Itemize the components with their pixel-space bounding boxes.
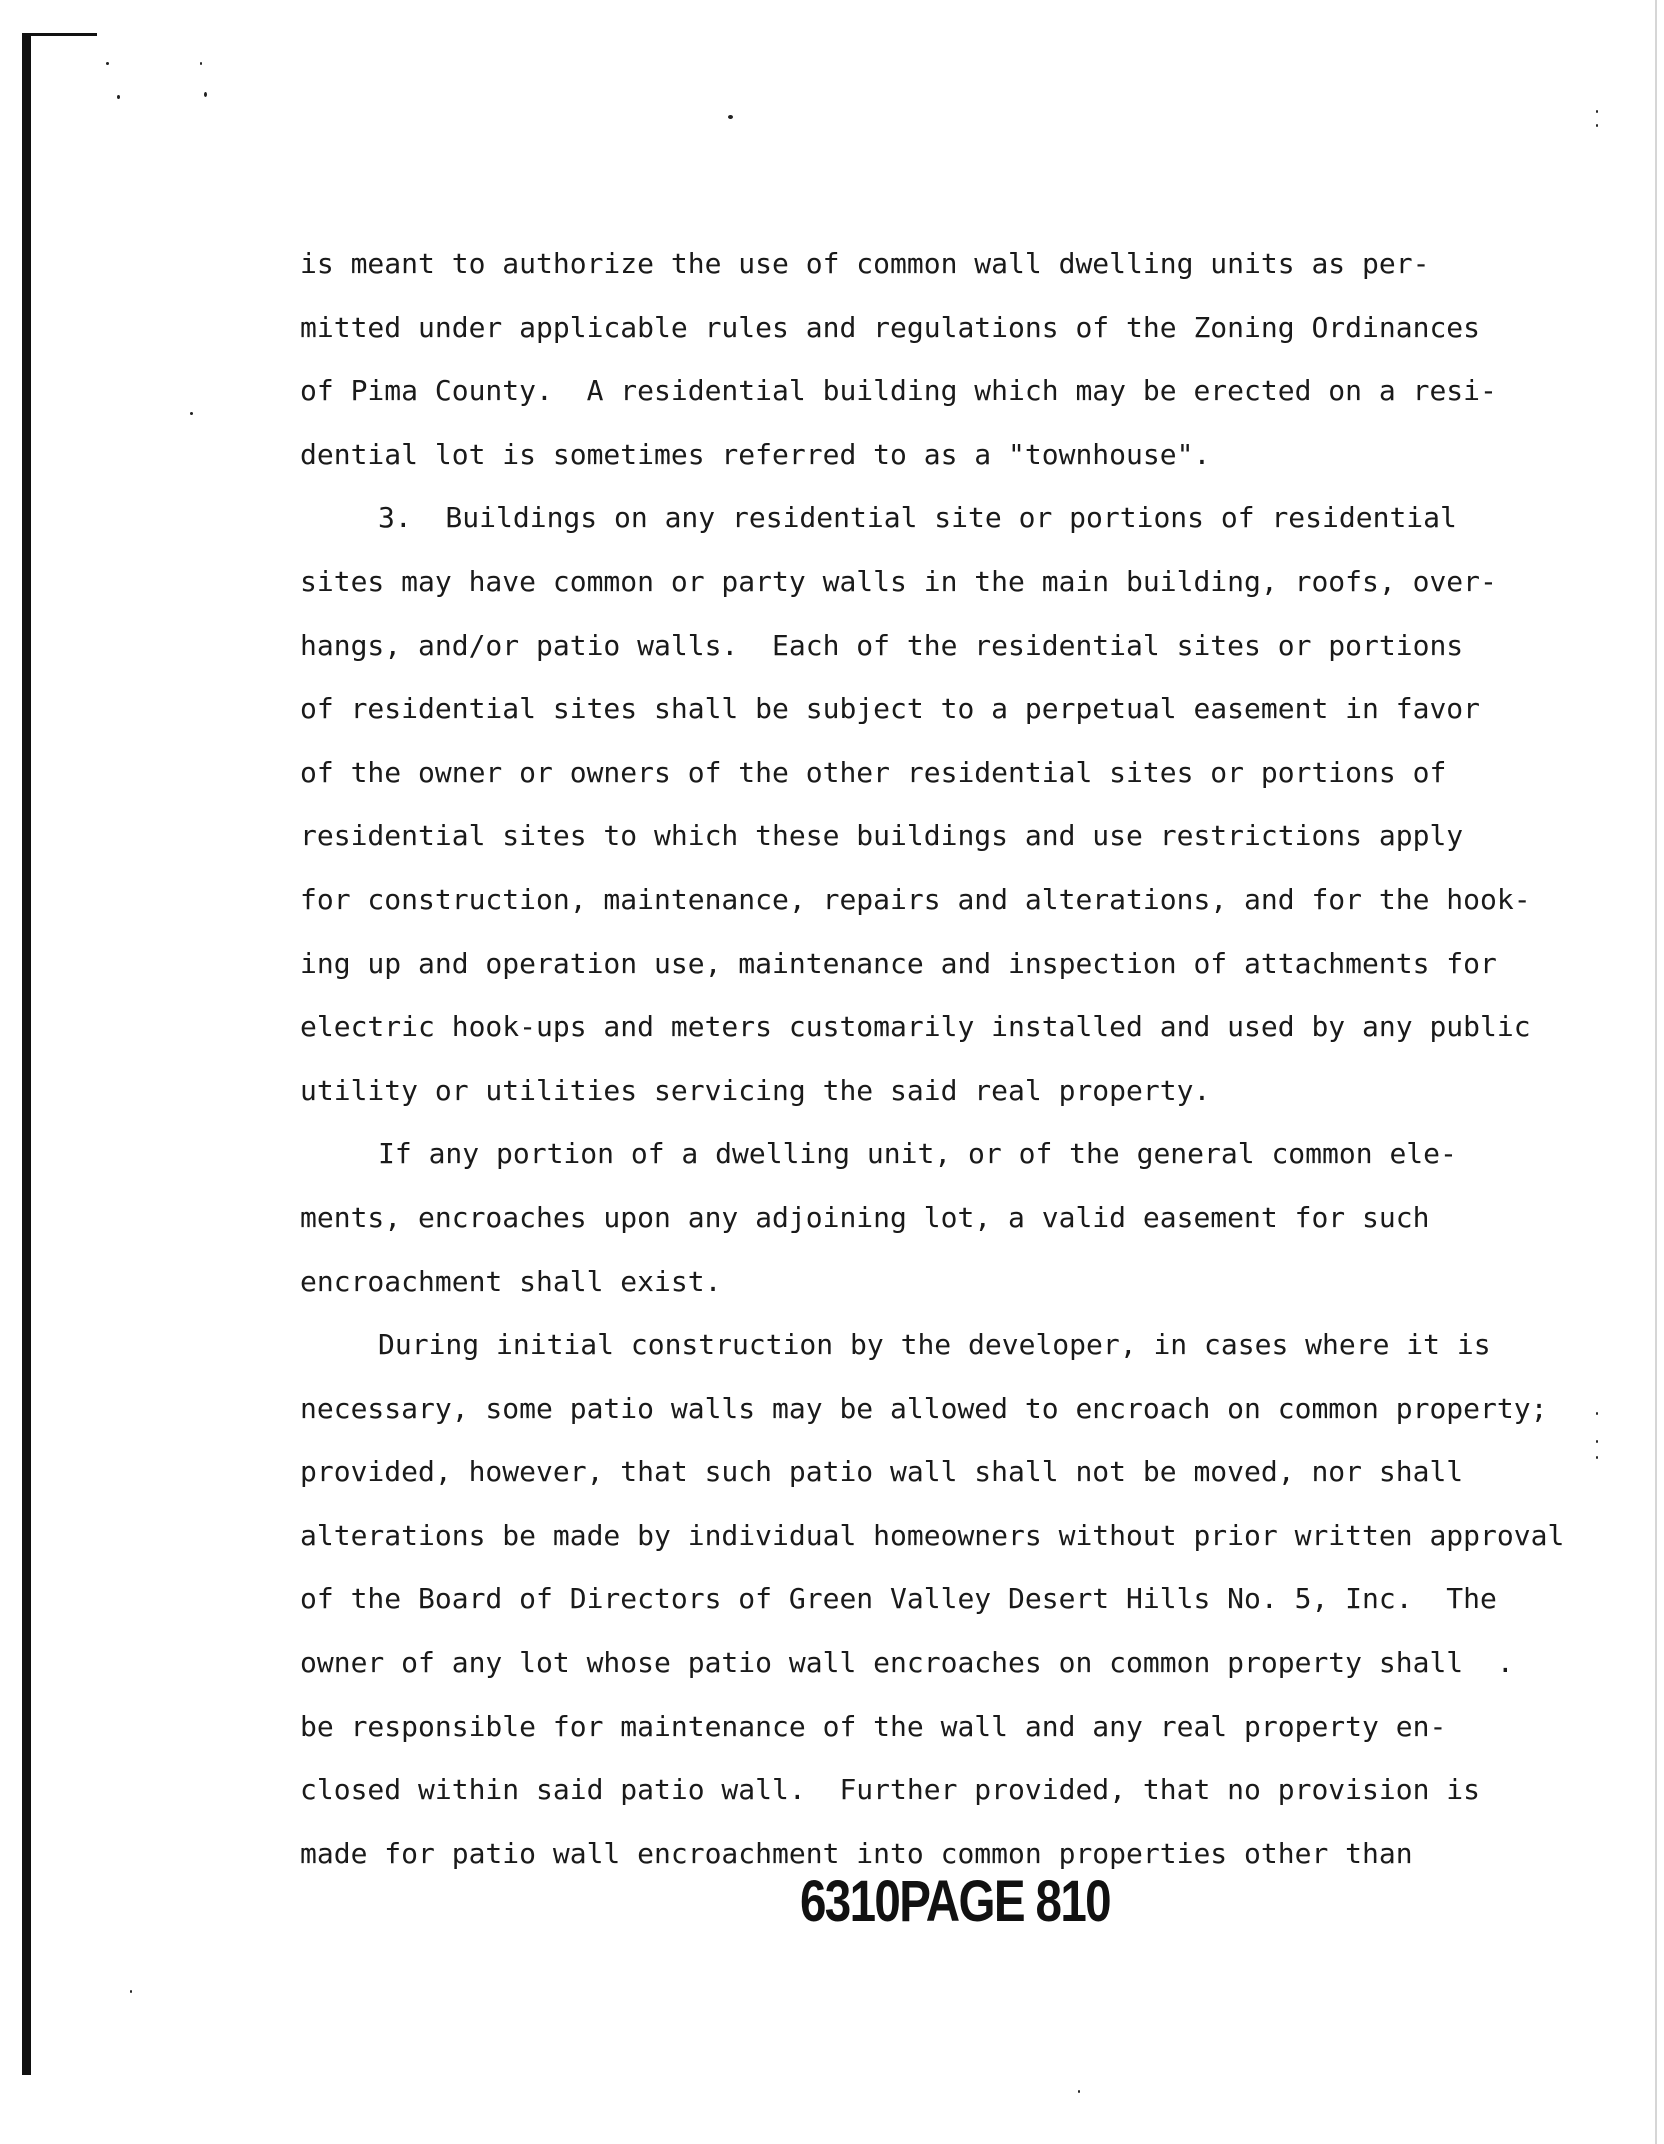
text-line: is meant to authorize the use of common wall dwelling units as per- (300, 247, 1430, 280)
paragraph-encroachment-start: If any portion of a dwelling unit, or of the general common ele- (378, 1137, 1457, 1171)
document-body (300, 232, 1565, 1885)
text-line: hangs, and/or patio walls. Each of the residential sites or portions (300, 628, 1464, 662)
text-line: of residential sites shall be subject to a perpetual easement in favor (300, 692, 1481, 726)
text-line: of the Board of Directors of Green Valley Desert Hills No. 5, Inc. The (300, 1582, 1497, 1616)
scan-edge-bar (22, 35, 31, 2075)
text-line: owner of any lot whose patio wall encroaches on common property shall . (300, 1646, 1514, 1680)
scan-speck (1596, 1412, 1598, 1415)
text-line: alterations be made by individual homeowners without prior written approval (300, 1518, 1565, 1552)
scan-right-edge (1655, 0, 1657, 2144)
scan-speck (1596, 124, 1598, 127)
paragraph-construction-start: During initial construction by the developer, in cases where it is (378, 1328, 1491, 1362)
scan-speck (728, 115, 733, 119)
text-line: necessary, some patio walls may be allowed to encroach on common property; (300, 1391, 1548, 1425)
text-line: ing up and operation use, maintenance and inspection of attachments for (300, 946, 1497, 980)
text-line: mitted under applicable rules and regulations of the Zoning Ordinances (300, 310, 1481, 344)
paragraph-3-start: 3. Buildings on any residential site or portions of residential (378, 501, 1457, 535)
text-line: sites may have common or party walls in the main building, roofs, over- (300, 564, 1497, 598)
scan-speck (190, 412, 193, 415)
text-line: residential sites to which these buildings and use restrictions apply (300, 819, 1464, 853)
text-line: made for patio wall encroachment into common properties other than (300, 1836, 1413, 1870)
text-line: be responsible for maintenance of the wall and any real property en- (300, 1709, 1447, 1743)
text-line: of the owner or owners of the other residential sites or portions of (300, 755, 1447, 789)
text-line: ments, encroaches upon any adjoining lot, a valid easement for such (300, 1200, 1430, 1234)
text-line: provided, however, that such patio wall shall not be moved, nor shall (300, 1455, 1464, 1489)
text-line: electric hook-ups and meters customarily installed and used by any public (300, 1010, 1531, 1044)
scan-speck (130, 1990, 132, 1993)
scan-speck (1596, 110, 1598, 113)
scan-speck (1596, 1456, 1598, 1459)
scan-speck (117, 95, 120, 99)
scan-speck (204, 92, 207, 97)
text-line: for construction, maintenance, repairs and alterations, and for the hook- (300, 882, 1531, 916)
text-line: closed within said patio wall. Further provided, that no provision is (300, 1773, 1481, 1807)
text-line: encroachment shall exist. (300, 1264, 722, 1298)
text-line: utility or utilities servicing the said real property. (300, 1073, 1211, 1107)
scan-speck (200, 62, 202, 65)
scan-speck (1078, 2090, 1080, 2093)
scan-speck (1596, 1440, 1598, 1443)
scan-edge-tick (22, 33, 97, 36)
text-line: dential lot is sometimes referred to as a "townhouse". (300, 437, 1211, 471)
scan-speck (106, 62, 109, 65)
text-line: of Pima County. A residential building which may be erected on a resi- (300, 374, 1497, 408)
docket-page-stamp: 6310PAGE 810 (800, 1869, 1110, 1934)
